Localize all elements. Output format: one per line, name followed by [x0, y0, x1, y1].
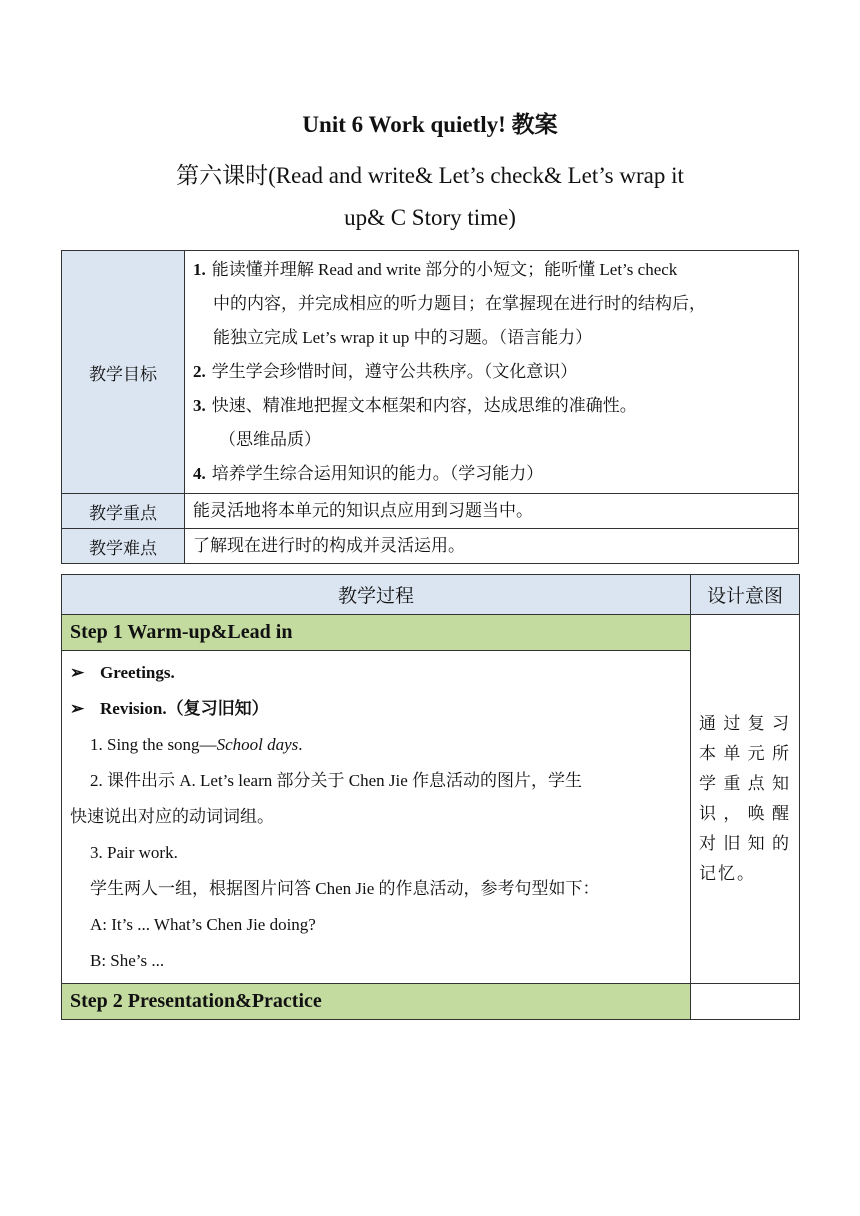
step2-design-cell — [691, 984, 800, 1020]
document-subtitle-line1: 第六课时(Read and write& Let’s check& Let’s wrap it — [176, 163, 684, 188]
greetings-item: ➢ Greetings. — [70, 655, 684, 691]
pair-work-desc: 学生两人一组，根据图片问答 Chen Jie 的作息活动，参考句型如下： — [90, 879, 600, 898]
arrow-bullet-icon: ➢ — [70, 699, 85, 718]
key-points-label: 教学重点 — [62, 494, 185, 529]
objectives-cell — [185, 251, 799, 494]
objective-1-line2: 中的内容，并完成相应的听力题目；在掌握现在进行时的结构后， — [213, 294, 706, 313]
dialog-b: B: She’s ... — [90, 951, 165, 970]
difficulties-label: 教学难点 — [62, 529, 185, 564]
design-note: 通过复习本单元所学重点知识，唤醒对旧知的记忆。 — [691, 615, 800, 984]
revision-item-2: 2. 课件出示 A. Let’s learn 部分关于 Chen Jie 作息活动的图片，学生 — [90, 771, 583, 790]
step1-title: Step 1 Warm-up&Lead in — [62, 615, 691, 651]
process-header: 教学过程 — [62, 575, 691, 615]
key-points: 能灵活地将本单元的知识点应用到习题当中。 — [185, 494, 799, 529]
objectives-label: 教学目标 — [62, 251, 185, 494]
step2-title: Step 2 Presentation&Practice — [62, 984, 691, 1020]
objective-4: 4. 培养学生综合运用知识的能力。（学习能力） — [193, 464, 544, 483]
objective-1-line3: 能独立完成 Let’s wrap it up 中的习题。（语言能力） — [213, 328, 593, 347]
document-title: Unit 6 Work quietly! 教案 — [302, 112, 558, 137]
info-table — [61, 250, 799, 564]
revision-item: ➢ Revision.（复习旧知） — [70, 691, 684, 727]
revision-item-2-cont: 快速说出对应的动词词组。 — [70, 807, 274, 826]
document-subtitle-line2: up& C Story time) — [344, 205, 516, 230]
revision-item-3: 3. Pair work. — [90, 843, 178, 862]
step1-content — [62, 651, 691, 984]
objective-1: 1. 能读懂并理解 Read and write 部分的小短文；能听懂 Let’s check — [193, 260, 678, 279]
objective-3: 3. 快速、精准地把握文本框架和内容，达成思维的准确性。 — [193, 396, 637, 415]
design-header: 设计意图 — [691, 575, 800, 615]
dialog-a: A: It’s ... What’s Chen Jie doing? — [90, 915, 316, 934]
arrow-bullet-icon: ➢ — [70, 663, 85, 682]
revision-item-1: 1. Sing the song—School days. — [90, 735, 303, 754]
objective-3-line2: （思维品质） — [219, 430, 321, 449]
difficulties: 了解现在进行时的构成并灵活运用。 — [185, 529, 799, 564]
process-table — [61, 574, 800, 1020]
objective-2: 2. 学生学会珍惜时间，遵守公共秩序。（文化意识） — [193, 362, 578, 381]
